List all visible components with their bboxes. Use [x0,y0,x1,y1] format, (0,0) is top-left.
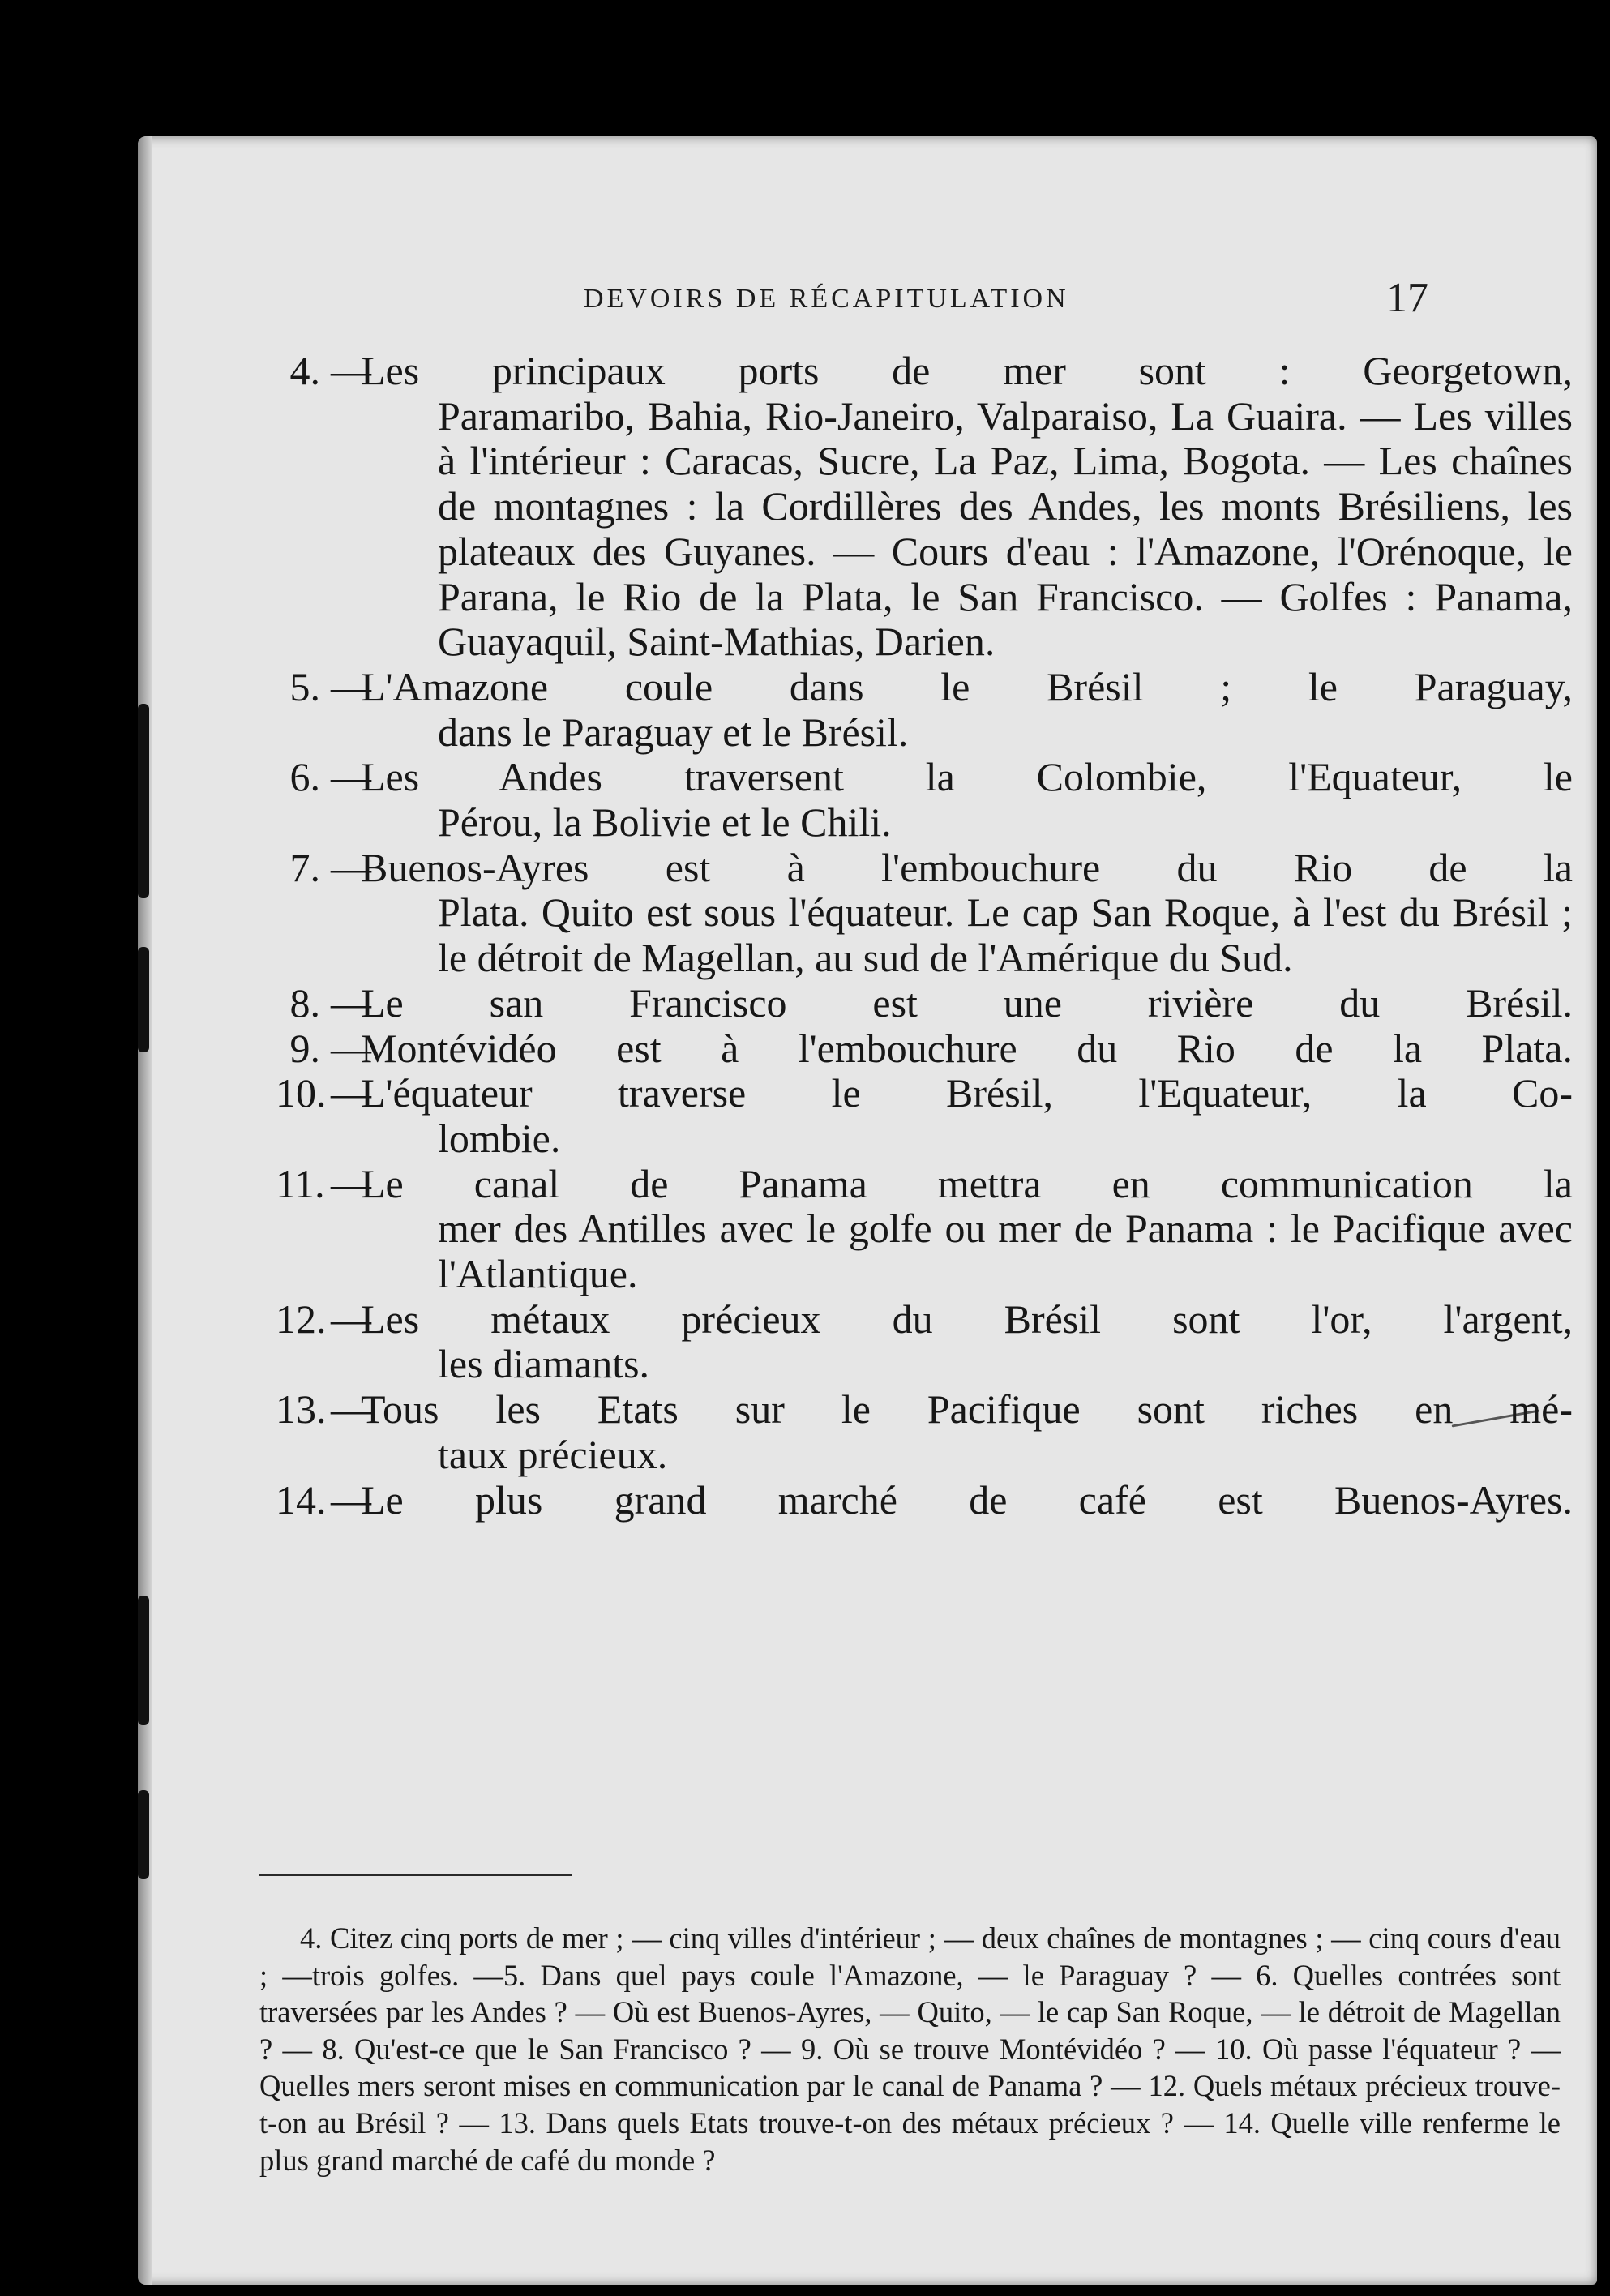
answer-item [276,349,1573,665]
answer-item [276,981,1573,1026]
answer-number: 10. [276,1070,327,1116]
answer-dash: — [331,348,371,393]
page-number: 17 [1386,275,1428,321]
answer-dash: — [331,1025,371,1071]
answer-dash: — [331,844,371,890]
answer-first-line: Le san Francisco est une rivière du Brésil. [361,979,1573,1026]
answer-text: mer des Antilles avec le golfe ou mer de Panama : le Pacifique avec l'Atlantique. [438,1206,1573,1297]
answer-number: 8. [289,979,320,1026]
answer-first-line: Les principaux ports de mer sont : Georgetown, [361,348,1573,393]
book-page [138,136,1597,2285]
answer-first-line: Les métaux précieux du Brésil sont l'or, l'argent, [361,1296,1573,1342]
page-gutter-shadow [138,136,152,2285]
answer-item [276,1026,1573,1072]
answer-item [276,665,1573,755]
binding-mark [138,1790,149,1879]
answer-number: 9. [289,1025,320,1071]
answer-text: les diamants. [438,1341,650,1387]
answer-dash: — [331,1296,371,1342]
answer-text: dans le Paraguay et le Brésil. [438,709,909,755]
answer-first-line: Le canal de Panama mettra en communication la [361,1160,1573,1206]
answer-text: taux précieux. [438,1431,668,1477]
answer-text: Paramaribo, Bahia, Rio-Janeiro, Valparaiso, La Guaira. — Les villes à l'intérieur : Caracas, Sucre, La Paz, Lima, Bogota. — Les chaînes de montagnes : la Cordillères des Andes, les monts Brésiliens, les plateaux des Guyanes. — Cours d'eau : l'Amazone, l'Orénoque, le Parana, le Rio de la Plata, le San Francisco. — Golfes : Panama, Guayaquil, Saint-Mathias, Darien. [438,392,1573,665]
running-head: DEVOIRS DE RÉCAPITULATION [584,284,1069,314]
answer-text: lombie. [438,1115,561,1161]
answer-text: Plata. Quito est sous l'équateur. Le cap San Roque, à l'est du Brésil ; le détroit de Magellan, au sud de l'Amérique du Sud. [438,889,1573,981]
answer-dash: — [331,1160,371,1206]
answer-first-line: Montévidéo est à l'embouchure du Rio de la Plata. [361,1025,1573,1071]
answer-first-line: Le plus grand marché de café est Buenos-Ayres. [361,1476,1573,1523]
answer-item [276,1297,1573,1387]
answer-first-line: L'équateur traverse le Brésil, l'Equateur, la Co- [361,1070,1573,1116]
answer-dash: — [331,979,371,1026]
answer-dash: — [331,663,371,709]
answer-first-line: L'Amazone coule dans le Brésil ; le Paraguay, [361,663,1573,709]
answer-dash: — [331,1476,371,1523]
binding-mark [138,1596,149,1725]
answer-number: 4. [289,348,320,393]
answer-dash: — [331,1070,371,1116]
answer-item [276,1387,1573,1477]
answer-item [276,1478,1573,1523]
binding-mark [138,947,149,1052]
answer-item [276,1162,1573,1297]
answer-number: 13. [276,1386,327,1433]
binding-mark [138,704,149,898]
answer-text: Pérou, la Bolivie et le Chili. [438,799,892,846]
answer-first-line: Buenos-Ayres est à l'embouchure du Rio de la [361,844,1573,890]
answer-number: 11. [276,1160,325,1206]
answer-dash: — [331,1386,371,1433]
answer-number: 12. [276,1296,327,1342]
answer-first-line: Tous les Etats sur le Pacifique sont riches en mé- [361,1386,1573,1433]
answer-number: 6. [289,754,320,800]
answer-dash: — [331,754,371,800]
answer-number: 14. [276,1476,327,1523]
answer-item [276,1071,1573,1161]
answer-list [276,349,1573,1523]
answer-number: 5. [289,663,320,709]
review-questions: 4. Citez cinq ports de mer ; — cinq villes d'intérieur ; — deux chaînes de montagnes ; — cinq cours d'eau ; —trois golfes. —5. Dans quel pays coule l'Amazone, — le Paraguay ? — 6. Quelles contrées sont traversées par les Andes ? — Où est Buenos-Ayres, — Quito, — le cap San Roque, — le détroit de Magellan ? — 8. Qu'est-ce que le San Francisco ? — 9. Où se trouve Montévidéo ? — 10. Où passe l'équateur ? — Quelles mers seront mises en communication par le canal de Panama ? — 12. Quels métaux précieux trouve-t-on au Brésil ? — 13. Dans quels Etats trouve-t-on des métaux précieux ? — 14. Quelle ville renferme le plus grand marché de café du monde ? [259,1921,1561,2177]
answer-first-line: Les Andes traversent la Colombie, l'Equateur, le [361,754,1573,800]
answer-item [276,755,1573,845]
answer-number: 7. [289,844,320,890]
answer-item [276,846,1573,981]
footnote-divider [259,1874,572,1876]
